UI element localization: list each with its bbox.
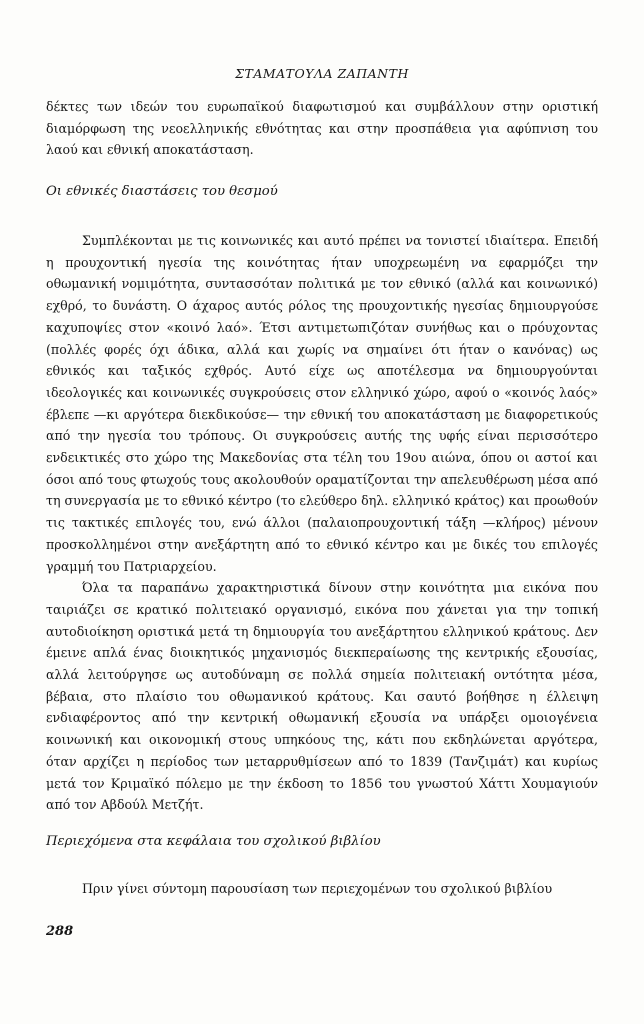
intro-paragraph: δέκτες των ιδεών του ευρωπαϊκού διαφωτισμού και συμβάλλουν στην οριστική διαμόρφωση της νεοελληνικής εθνότητας και στην προσπάθεια για αφύπνιση του λαού και εθνική αποκατάσταση.: [46, 99, 598, 158]
section-heading-school-book-contents: Περιεχόμενα στα κεφάλαια του σχολικού βιβλίου: [46, 834, 381, 849]
body-paragraph: Πριν γίνει σύντομη παρουσίαση των περιεχομένων του σχολικού βιβλίου: [82, 881, 553, 896]
section-heading-national-dimensions: Οι εθνικές διαστάσεις του θεσμού: [46, 184, 278, 199]
body-paragraph: Όλα τα παραπάνω χαρακτηριστικά δίνουν στην κοινότητα μια εικόνα που ταιριάζει σε κρατικό πολιτειακό οργανισμό, εικόνα που χάνεται για την τοπική αυτοδιοίκηση οριστικά μετά τη δημιουργία του ανεξάρτητου ελληνικού κράτους. Δεν έμεινε απλά ένας διοικητικός μηχανισμός διεκπεραίωσης της κεντρικής εξουσίας, αλλά λειτούργησε ως αυτοδύναμη σε πολλά σημεία πολιτειακή οντότητα μέσα, βέβαια, στο πλαίσιο του οθωμανικού κράτους. Και σαυτό βοήθησε η έλλειψη ενδιαφέροντος από την κεντρική οθωμανική εξουσία να υπάρξει ομοιογένεια κοινωνική και οικονομική στους υπηκόους της, κάτι που εκδηλώνεται αργότερα, όταν αρχίζει η περίοδος των μεταρρυθμίσεων από το 1839 (Τανζιμάτ) και κυρίως μετά τον Κριμαϊκό πόλεμο με την έκδοση το 1856 του γνωστού Χάττι Χουμαγιούν από τον Αβδούλ Μετζήτ.: [46, 580, 598, 813]
running-header: ΣΤΑΜΑΤΟΥΛΑ ΖΑΠΑΝΤΗ: [235, 66, 409, 81]
body-paragraph: Συμπλέκονται με τις κοινωνικές και αυτό πρέπει να τονιστεί ιδιαίτερα. Επειδή η προυχοντική ηγεσία της κοινότητας ήταν υποχρεωμένη να εφαρμόζει την οθωμανική νομιμότητα, συντασσόταν πολιτικά με τον εθνικό (αλλά και κοινωνικό) εχθρό, το δυνάστη. Ο άχαρος αυτός ρόλος της προυχοντικής ηγεσίας δημιουργούσε καχυποψίες στον «κοινό λαό». Έτσι αντιμετωπιζόταν συνήθως και ο πρόυχοντας (πολλές φορές όχι άδικα, αλλά και χωρίς να σημαίνει ότι ήταν ο κανόνας) ως εθνικός και ταξικός εχθρός. Αυτό είχε ως αποτέλεσμα να δημιουργούνται ιδεολογικές και κοινωνικές συγκρούσεις στον ελληνικό χώρο, αφού ο «κοινός λαός» έβλεπε —κι αργότερα διεκδικούσε— την εθνική του αποκατάσταση με διαφορετικούς από την ηγεσία του τρόπους. Οι συγκρούσεις αυτής της υφής είναι περισσότερο ενδεικτικές στο χώρο της Μακεδονίας στα τέλη του 19ου αιώνα, όπου οι αστοί και όσοι από τους φτωχούς τους ακολουθούν οραματίζονται την απελευθέρωση μέσα από τη συνεργασία με το εθνικό κέντρο (το ελεύθερο δηλ. ελληνικό κράτος) και προωθούν τις τακτικές επιλογές του, ενώ άλλοι (παλαιοπρουχοντική τάξη —κλήρος) μένουν προσκολλημένοι στην ανεξάρτητη από το εθνικό κέντρο και με δικές του επιλογές γραμμή του Πατριαρχείου.: [46, 233, 598, 574]
section-body-national-dimensions: [46, 230, 598, 816]
intro-text: [46, 96, 598, 161]
page-number: 288: [46, 924, 74, 939]
section-body-school-book-contents: [46, 878, 598, 900]
